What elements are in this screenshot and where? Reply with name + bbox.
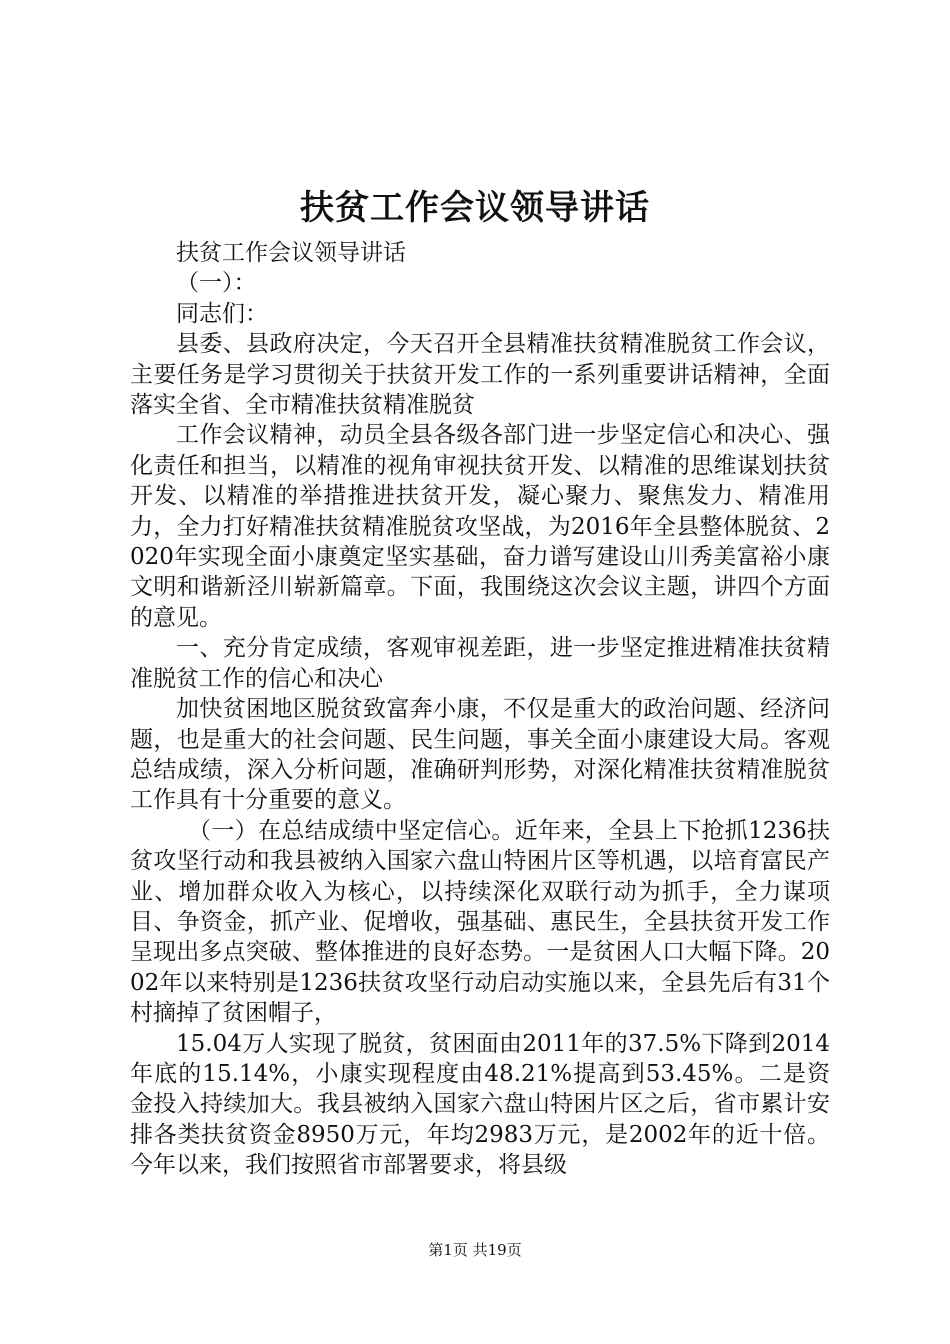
section-marker-paragraph: （一）： [176,270,257,297]
body-paragraph: 15.04万人实现了脱贫，贫困面由2011年的37.5%下降到2014年底的15.14%，小康实现程度由48.21%提高到53.45%。二是资金投入持续加大。我县被纳入国家六盘山特困片区之后，省市累计安排各类扶贫资金8950万元，年均2983万元，是2002年的近十倍。今年以来，我们按照省市部署要求，将县级 [130,1030,830,1179]
body-paragraph: 工作会议精神，动员全县各级各部门进一步坚定信心和决心、强化责任和担当，以精准的视角审视扶贫开发、以精准的思维谋划扶贫开发、以精准的举措推进扶贫开发，凝心聚力、聚焦发力、精准用力，全力打好精准扶贫精准脱贫攻坚战，为2016年全县整体脱贫、2020年实现全面小康奠定坚实基础，奋力谱写建设山川秀美富裕小康文明和谐新泾川崭新篇章。下面，我围绕这次会议主题，讲四个方面的意见。 [130,422,830,631]
page-footer: 第1页 共19页 [428,1241,522,1259]
salutation-paragraph: 同志们： [176,300,268,327]
document-title: 扶贫工作会议领导讲话 [300,188,650,228]
document-body [130,238,830,1181]
body-paragraph: 加快贫困地区脱贫致富奔小康，不仅是重大的政治问题、经济问题，也是重大的社会问题、民生问题，事关全面小康建设大局。客观总结成绩，深入分析问题，准确研判形势，对深化精准扶贫精准脱贫工作具有十分重要的意义。 [130,696,830,814]
section-heading-paragraph: 一、充分肯定成绩，客观审视差距，进一步坚定推进精准扶贫精准脱贫工作的信心和决心 [130,635,830,692]
body-paragraph: 县委、县政府决定，今天召开全县精准扶贫精准脱贫工作会议，主要任务是学习贯彻关于扶贫开发工作的一系列重要讲话精神，全面落实全省、全市精准扶贫精准脱贫 [130,331,830,419]
subtitle-paragraph: 扶贫工作会议领导讲话 [176,240,406,266]
subsection-paragraph: （一）在总结成绩中坚定信心。近年来，全县上下抢抓1236扶贫攻坚行动和我县被纳入国家六盘山特困片区等机遇，以培育富民产业、增加群众收入为核心，以持续深化双联行动为抓手，全力谋项目、争资金，抓产业、促增收，强基础、惠民生，全县扶贫开发工作呈现出多点突破、整体推进的良好态势。一是贫困人口大幅下降。2002年以来特别是1236扶贫攻坚行动启动实施以来，全县先后有31个村摘掉了贫困帽子， [130,817,830,1027]
